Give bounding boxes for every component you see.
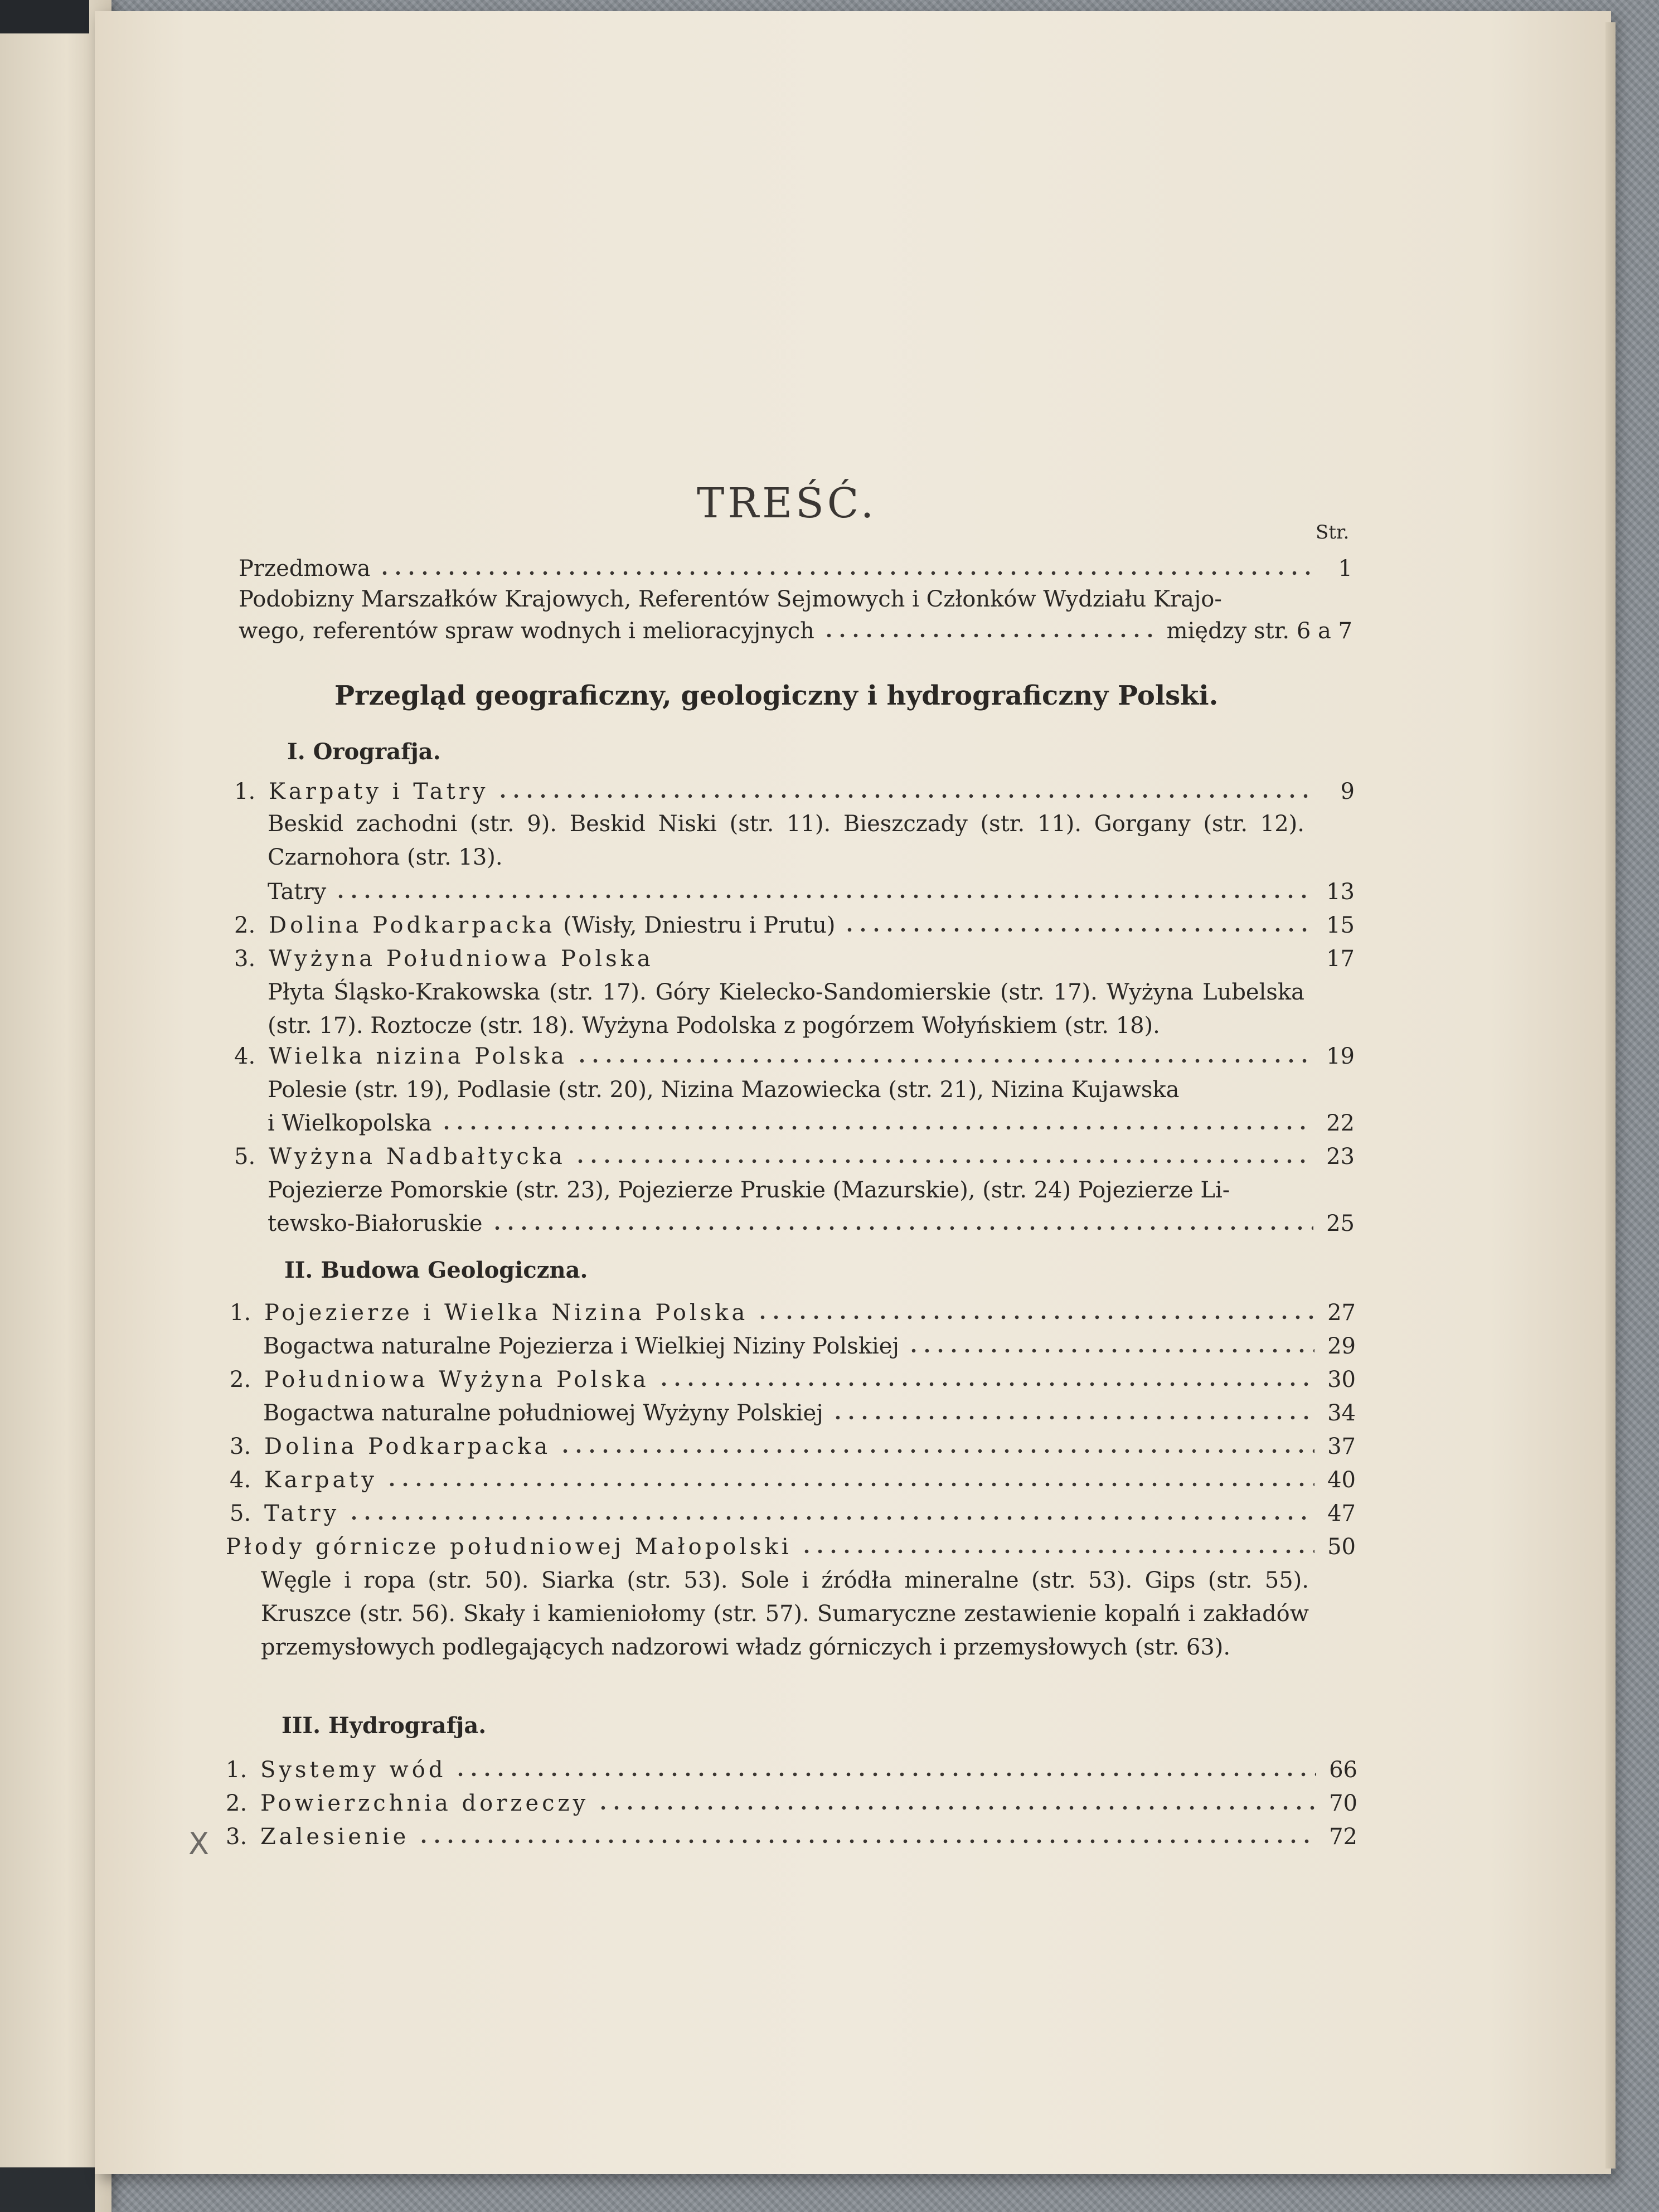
leader-dots: [574, 1158, 1313, 1164]
toc-entry-page: 23: [1326, 1144, 1355, 1170]
toc-entry-page: 17: [1326, 946, 1355, 972]
toc-entry-text: Tatry: [268, 879, 327, 905]
toc-entry-karpaty-geol: [230, 1466, 1356, 1494]
leader-dots: [491, 1225, 1313, 1231]
toc-entry-text-note: (Wisły, Dniestru i Prutu): [563, 913, 836, 938]
toc-entry-page: 34: [1327, 1400, 1356, 1426]
toc-entry-page: 66: [1329, 1757, 1357, 1783]
toc-entry-pojezierze: [230, 1299, 1356, 1327]
book-binding-bottom: [0, 2167, 95, 2212]
toc-entry-number: 1.: [226, 1757, 248, 1783]
toc-entry-wyzyna: [234, 945, 1355, 973]
toc-entry-text: Bogactwa naturalne Pojezierza i Wielkiej Niziny Polskiej: [263, 1333, 899, 1359]
toc-entry-text: Bogactwa naturalne południowej Wyżyny Polskiej: [263, 1400, 823, 1426]
leader-dots: [907, 1348, 1314, 1354]
toc-entry-text: Zalesienie: [260, 1824, 410, 1850]
leader-dots: [822, 633, 1159, 638]
toc-entry-text: tewsko-Białoruskie: [268, 1211, 483, 1236]
toc-entry-text: Przedmowa: [239, 556, 371, 581]
toc-entry-zalesienie: [226, 1823, 1357, 1851]
toc-entry-tatry-geol: [230, 1500, 1356, 1527]
leader-dots: [496, 793, 1313, 799]
toc-entry-wyzyna-details: Płyta Śląsko-Krakowska (str. 17). Góry Kielecko-Sandomierskie (str. 17). Wyżyna Lubelska (str. 17). Roztocze (str. 18). Wyżyna Podolska z pogórzem Wołyńskiem (str. 18).: [268, 979, 1304, 1039]
toc-entry-text: Dolina Podkarpacka: [269, 913, 556, 938]
toc-entry-number: 5.: [230, 1501, 251, 1526]
toc-entry-przedmowa: [239, 555, 1352, 583]
page-column-label: Str.: [1316, 521, 1350, 544]
toc-entry-nizina-details: Polesie (str. 19), Podlasie (str. 20), Nizina Mazowiecka (str. 21), Nizina Kujawska: [268, 1077, 1180, 1103]
toc-entry-page: 37: [1327, 1434, 1356, 1459]
toc-entry-page: 29: [1327, 1333, 1356, 1359]
toc-entry-page: 47: [1327, 1501, 1356, 1526]
toc-entry-plody-details: Węgle i ropa (str. 50). Siarka (str. 53). Sole i źródła mineralne (str. 53). Gips (str. 55). Kruszce (str. 56). Skały i kamieniołomy (str. 57). Sumaryczne zestawienie kopalń i zakładów przemysłowych podlegających nadzorowi władz górniczych i przemysłowych (str. 63).: [261, 1568, 1309, 1660]
toc-entry-dolina-geol: [230, 1433, 1356, 1461]
toc-entry-page: 72: [1329, 1824, 1357, 1850]
toc-entry-number: 3.: [226, 1824, 248, 1850]
leader-dots: [385, 1482, 1314, 1487]
toc-entry-page: 50: [1327, 1534, 1356, 1560]
page-right-edge: [1605, 22, 1616, 2169]
toc-entry-wielkopolska: [268, 1109, 1355, 1137]
leader-dots: [657, 1381, 1314, 1387]
leader-dots: [378, 570, 1311, 576]
toc-entry-number: 2.: [234, 913, 256, 938]
leader-dots: [831, 1415, 1314, 1420]
toc-entry-number: 2.: [230, 1367, 251, 1393]
toc-entry-karpaty-details: Beskid zachodni (str. 9). Beskid Niski (str. 11). Bieszczady (str. 11). Gorgany (str. 12). Czarnohora (str. 13).: [268, 811, 1304, 870]
toc-entry-text: Płody górnicze południowej Małopolski: [226, 1534, 792, 1560]
toc-entry-number: 1.: [234, 779, 256, 804]
toc-entry-podobizny-line1: Podobizny Marszałków Krajowych, Referentów Sejmowych i Członków Wydziału Krajo-: [239, 586, 1222, 612]
section-heading-budowa: II. Budowa Geologiczna.: [284, 1257, 588, 1283]
toc-entry-text: Południowa Wyżyna Polska: [264, 1367, 649, 1393]
toc-entry-page: 40: [1327, 1467, 1356, 1493]
toc-entry-page: 13: [1326, 879, 1355, 905]
page-title: TREŚĆ.: [697, 479, 877, 527]
toc-entry-podobizny-line2: [239, 617, 1352, 645]
toc-entry-poludniowa-wyzyna: [230, 1366, 1356, 1394]
toc-entry-page: 27: [1327, 1300, 1356, 1326]
toc-entry-number: 3.: [230, 1434, 251, 1459]
toc-entry-nadbaltycka-details: Pojezierze Pomorskie (str. 23), Pojezierze Pruskie (Mazurskie), (str. 24) Pojezierze Li-: [268, 1177, 1230, 1203]
toc-entry-text: Dolina Podkarpacka: [264, 1434, 551, 1459]
toc-entry-page: między str. 6 a 7: [1166, 618, 1352, 644]
toc-entry-text: wego, referentów spraw wodnych i melioracyjnych: [239, 618, 814, 644]
section-heading-hydrografja: III. Hydrografja.: [282, 1713, 487, 1739]
toc-entry-text: Wyżyna Południowa Polska: [269, 946, 654, 972]
section-heading-orografja: I. Orografja.: [287, 739, 441, 765]
book-binding-top: [0, 0, 89, 33]
toc-entry-text: Pojezierze i Wielka Nizina Polska: [264, 1300, 749, 1326]
toc-entry-page: 30: [1327, 1367, 1356, 1393]
toc-entry-tatry: [268, 878, 1355, 906]
leader-dots: [800, 1549, 1314, 1554]
toc-entry-page: 15: [1326, 913, 1355, 938]
leader-dots: [575, 1058, 1313, 1064]
toc-entry-text: Wyżyna Nadbałtycka: [269, 1144, 566, 1170]
toc-entry-number: 4.: [230, 1467, 251, 1493]
toc-entry-page: 22: [1326, 1110, 1355, 1136]
toc-entry-page: 70: [1329, 1791, 1357, 1816]
leader-space: [662, 961, 1313, 966]
toc-entry-text: Karpaty: [264, 1467, 377, 1493]
toc-entry-karpaty: [234, 778, 1355, 806]
toc-entry-bogactwa-wyzyny: [263, 1399, 1356, 1427]
toc-entry-text: Tatry: [264, 1501, 340, 1526]
toc-entry-number: 4.: [234, 1044, 256, 1069]
toc-entry-number: 1.: [230, 1300, 251, 1326]
toc-entry-nadbaltycka: [234, 1143, 1355, 1171]
leader-dots: [454, 1772, 1316, 1777]
leader-dots: [417, 1839, 1316, 1844]
leader-dots: [559, 1448, 1314, 1454]
leader-dots: [596, 1805, 1316, 1811]
leader-dots: [334, 894, 1313, 899]
toc-entry-text: Karpaty i Tatry: [269, 779, 489, 804]
toc-entry-text: Powierzchnia dorzeczy: [260, 1791, 589, 1816]
toc-entry-dolina: [234, 911, 1355, 939]
toc-entry-number: 3.: [234, 946, 256, 972]
handwritten-margin-mark: X: [188, 1826, 209, 1861]
toc-entry-page: 19: [1326, 1044, 1355, 1069]
toc-entry-systemy: [226, 1756, 1357, 1784]
toc-entry-plody: [226, 1533, 1356, 1561]
leader-dots: [440, 1125, 1313, 1131]
toc-entry-number: 5.: [234, 1144, 256, 1170]
toc-entry-text: Wielka nizina Polska: [269, 1044, 567, 1069]
leader-dots: [347, 1515, 1314, 1521]
leader-dots: [756, 1314, 1314, 1320]
toc-entry-text: Systemy wód: [260, 1757, 447, 1783]
toc-entry-page: 9: [1340, 779, 1355, 804]
main-heading: Przegląd geograficzny, geologiczny i hydrograficzny Polski.: [334, 680, 1219, 711]
toc-entry-number: 2.: [226, 1791, 248, 1816]
toc-entry-litewsko: [268, 1210, 1355, 1238]
leader-dots: [843, 927, 1313, 933]
toc-entry-powierzchnia: [226, 1789, 1357, 1817]
toc-entry-page: 1: [1338, 556, 1352, 581]
toc-entry-text: i Wielkopolska: [268, 1110, 432, 1136]
toc-entry-nizina: [234, 1042, 1355, 1070]
toc-entry-bogactwa-niziny: [263, 1332, 1356, 1360]
toc-entry-page: 25: [1326, 1211, 1355, 1236]
